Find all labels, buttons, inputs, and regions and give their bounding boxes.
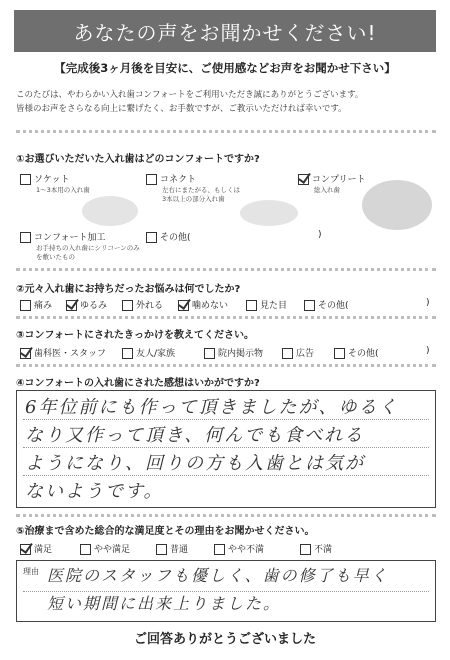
option-label: 満足 [34, 545, 53, 555]
intro-line: 皆様のお声をさらなる向上に繋げたく、お手数ですが、ご教示いただければ幸いです。 [16, 104, 347, 114]
option-dentist-staff[interactable] [20, 346, 106, 359]
option-falls-out[interactable] [122, 298, 163, 311]
checkbox-checked[interactable] [298, 174, 309, 185]
option-note: 総入れ歯 [314, 186, 340, 194]
dotted-divider [16, 268, 436, 271]
option-label: 痛み [34, 301, 53, 311]
dotted-divider [16, 514, 436, 517]
option-label: ソケット [34, 175, 70, 185]
dotted-divider [16, 364, 436, 367]
option-label: その他( [318, 301, 349, 311]
checkbox[interactable] [300, 544, 311, 555]
option-label: その他( [348, 349, 379, 359]
option-label: 院内掲示物 [218, 349, 264, 359]
checkbox[interactable] [204, 348, 215, 359]
checkbox[interactable] [122, 300, 133, 311]
checkbox[interactable] [334, 348, 345, 359]
option-label: 広告 [296, 349, 315, 359]
option-somewhat-dissatisfied[interactable] [214, 542, 264, 555]
option-connect[interactable] [146, 172, 196, 185]
option-label: コンフォート加工 [34, 233, 106, 243]
option-complete[interactable] [298, 172, 366, 185]
option-other-close: ) [426, 298, 430, 308]
socket-denture-image [82, 196, 138, 226]
option-pain[interactable] [20, 298, 52, 311]
checkbox[interactable] [156, 544, 167, 555]
option-label: ゆるみ [80, 301, 108, 311]
question-4: ④コンフォートの入れ歯にされた感想はいかがですか? [16, 378, 260, 389]
checkbox[interactable] [122, 348, 133, 359]
answer-line: ないようです。 [25, 481, 164, 502]
option-cannot-chew[interactable] [178, 298, 228, 311]
dotted-divider [16, 316, 436, 319]
answer-line: 6年位前にも作って頂きましたが、ゆるく [25, 397, 399, 418]
option-comfort-processing[interactable] [20, 230, 106, 243]
option-label: コンプリート [312, 175, 366, 185]
answer-line: ようになり、回りの方も入歯とは気が [25, 453, 365, 474]
option-label: 見た目 [260, 301, 288, 311]
option-advertisement[interactable] [282, 346, 314, 359]
checkbox[interactable] [146, 232, 157, 243]
option-other-close: ) [318, 230, 322, 240]
checkbox[interactable] [80, 544, 91, 555]
option-note: お手持ちの入れ歯にシリコーンのみを敷いたもの [36, 244, 140, 261]
reason-line: 短い期間に出来上りました。 [47, 594, 282, 613]
intro-line: このたびは、やわらかい入れ歯コンフォートをご利用いただき誠にありがとうございます。 [16, 90, 364, 100]
option-label: 友人/家族 [136, 349, 176, 359]
checkbox-checked[interactable] [20, 544, 31, 555]
option-label: 不満 [314, 545, 333, 555]
option-note: 左右にまたがる、もしくは3本以上の部分入れ歯 [162, 186, 240, 203]
handwritten-answer [25, 397, 429, 509]
option-friend-family[interactable] [122, 346, 175, 359]
checkbox[interactable] [20, 174, 31, 185]
checkbox[interactable] [20, 300, 31, 311]
checkbox-checked[interactable] [66, 300, 77, 311]
reason-answer-box [16, 560, 436, 622]
reason-label: 理由 [23, 567, 39, 576]
connect-denture-image [240, 200, 298, 226]
checkbox[interactable] [304, 300, 315, 311]
option-label: やや満足 [94, 545, 131, 555]
handwritten-reason [47, 565, 427, 621]
checkbox[interactable] [282, 348, 293, 359]
question-1: ①お選びいただいた入れ歯はどのコンフォートですか? [16, 154, 260, 165]
complete-denture-image [362, 180, 432, 230]
question-5: ⑤治療まで含めた総合的な満足度とその理由をお聞かせください。 [16, 526, 315, 537]
checkbox[interactable] [146, 174, 157, 185]
option-label: やや不満 [228, 545, 265, 555]
checkbox[interactable] [246, 300, 257, 311]
option-label: コネクト [160, 175, 197, 185]
intro-text [16, 88, 436, 116]
answer-line: なり又作って頂き、何んでも食べれる [25, 425, 365, 446]
option-other-close: ) [426, 346, 430, 356]
option-other[interactable] [304, 298, 349, 311]
option-label: 外れる [136, 301, 164, 311]
option-label: 歯科医・スタッフ [34, 349, 107, 359]
option-label: 噛めない [192, 301, 229, 311]
option-somewhat-satisfied[interactable] [80, 542, 130, 555]
subheading: 【完成後3ヶ月後を目安に、ご使用感などお声をお聞かせ下さい】 [54, 61, 396, 75]
option-label: その他( [160, 233, 191, 243]
dotted-divider [16, 130, 436, 133]
option-socket[interactable] [20, 172, 69, 185]
option-loose[interactable] [66, 298, 107, 311]
option-note: 1～3本用の入れ歯 [36, 186, 90, 194]
option-label: 普通 [170, 545, 189, 555]
impression-answer-box [16, 390, 436, 508]
title-banner: あなたの声をお聞かせください! [14, 10, 436, 52]
option-clinic-poster[interactable] [204, 346, 263, 359]
option-dissatisfied[interactable] [300, 542, 332, 555]
checkbox-checked[interactable] [178, 300, 189, 311]
checkbox[interactable] [20, 232, 31, 243]
option-satisfied[interactable] [20, 542, 52, 555]
option-appearance[interactable] [246, 298, 287, 311]
closing-thanks: ご回答ありがとうございました [133, 632, 316, 647]
option-other[interactable] [334, 346, 379, 359]
option-neutral[interactable] [156, 542, 188, 555]
question-2: ②元々入れ歯にお持ちだったお悩みは何でしたか? [16, 284, 241, 295]
question-3: ③コンフォートにされたきっかけを教えてください。 [16, 330, 254, 341]
checkbox-checked[interactable] [20, 348, 31, 359]
reason-line: 医院のスタッフも優しく、歯の修了も早く [47, 566, 389, 585]
checkbox[interactable] [214, 544, 225, 555]
option-other[interactable] [146, 230, 191, 243]
